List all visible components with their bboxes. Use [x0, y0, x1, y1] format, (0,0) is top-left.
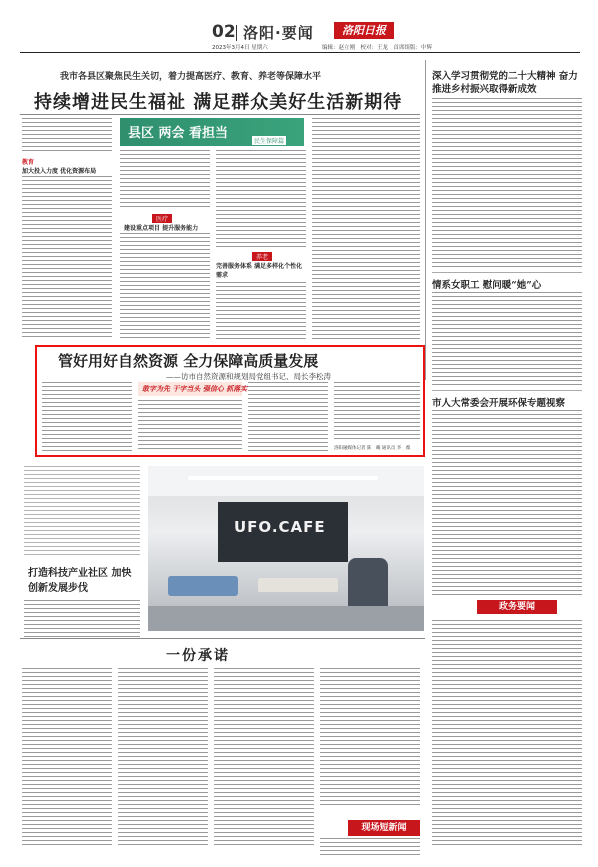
lead-col3-text-2 [216, 282, 306, 340]
lead-col2-text-2 [120, 233, 210, 340]
bottom-title: 一份承诺 [166, 648, 230, 664]
right-article3-title: 市人大常委会开展环保专题视察 [432, 398, 566, 409]
bottom-rule [20, 638, 425, 639]
feature-col2 [138, 400, 242, 452]
feature-subhead: ——访市自然资源和规划局党组书记、局长李松涛 [166, 372, 331, 381]
feature-author: 洛阳融媒体记者 陈 曦 通讯员 李 薇 [334, 446, 411, 451]
editor-credits: 编辑：赵立刚 校对：王龙 首席组版：中辉 [322, 45, 433, 51]
right-article2-text [432, 292, 582, 387]
lead-col2-text [120, 150, 210, 210]
sub-elder-text: 完善服务体系 满足多样化个性化需求 [216, 263, 303, 279]
paper-logo-text: 洛阳日报 [342, 24, 386, 37]
lead-rule [20, 114, 420, 115]
bottom-col1 [22, 668, 112, 848]
photo-floor [148, 606, 424, 631]
lead-headline: 持续增进民生福祉 满足群众美好生活新期待 [34, 92, 403, 113]
date-line: 2023年3月4日 星期六 [212, 45, 268, 51]
feature-col1 [42, 382, 132, 452]
right-article2-title: 情系女职工 慰问暖“她”心 [432, 280, 542, 291]
banner-tag: 民生保障篇 [254, 138, 285, 145]
right-rule-1 [432, 272, 582, 273]
sub-edu-text: 加大投入力度 优化资源布局 [22, 168, 97, 175]
right-article3-text [432, 410, 582, 598]
sub-elder: 养老 [252, 252, 272, 261]
section-divider [236, 25, 237, 41]
cafe-photo [148, 466, 424, 631]
photo-caption-text [24, 600, 140, 640]
news-text [320, 838, 420, 858]
politics-header: 政务要闻 [498, 602, 535, 612]
photo-ceiling-light [188, 476, 378, 480]
sub-med-text: 建设重点项目 提升服务能力 [124, 225, 199, 232]
photo-ceiling [148, 466, 424, 496]
feature-col4 [334, 382, 420, 442]
lead-kicker: 我市各县区聚焦民生关切，着力提高医疗、教育、养老等保障水平 [60, 72, 322, 82]
lead-col3-text [216, 150, 306, 248]
right-article1-text [432, 98, 582, 268]
sub-edu: 教育 [22, 159, 35, 166]
photo-people [348, 558, 388, 608]
photo-caption: 打造科技产业社区 加快创新发展步伐 [28, 568, 132, 594]
news-banner: 现场短新闻 [361, 823, 407, 833]
slogan-text: 敢字为先 干字当头 强信心 抓落实 [142, 385, 248, 393]
left-col-filler [24, 466, 140, 556]
right-article1-title: 深入学习贯彻党的二十大精神 奋力推进乡村振兴取得新成效 [432, 71, 578, 95]
masthead-rule [20, 52, 580, 53]
bottom-col3 [214, 668, 314, 848]
page-number: 02 [212, 22, 236, 42]
bottom-col2 [118, 668, 208, 848]
politics-text [432, 620, 582, 845]
feature-col3 [248, 382, 328, 452]
sub-med: 医疗 [152, 214, 172, 223]
column-separator [425, 60, 426, 380]
photo-chairs [168, 576, 238, 596]
cafe-sign: UFO.CAFE [234, 518, 326, 536]
right-rule-2 [432, 390, 582, 391]
banner-title: 县区 两会 看担当 [128, 126, 229, 141]
feature-headline: 管好用好自然资源 全力保障高质量发展 [58, 352, 319, 370]
section-title: 洛阳·要闻 [243, 24, 314, 42]
lead-col1-text-2 [22, 176, 112, 340]
lead-col1-text [22, 118, 112, 154]
bottom-col4 [320, 668, 420, 808]
photo-table [258, 578, 338, 592]
lead-col4-text [312, 118, 420, 340]
